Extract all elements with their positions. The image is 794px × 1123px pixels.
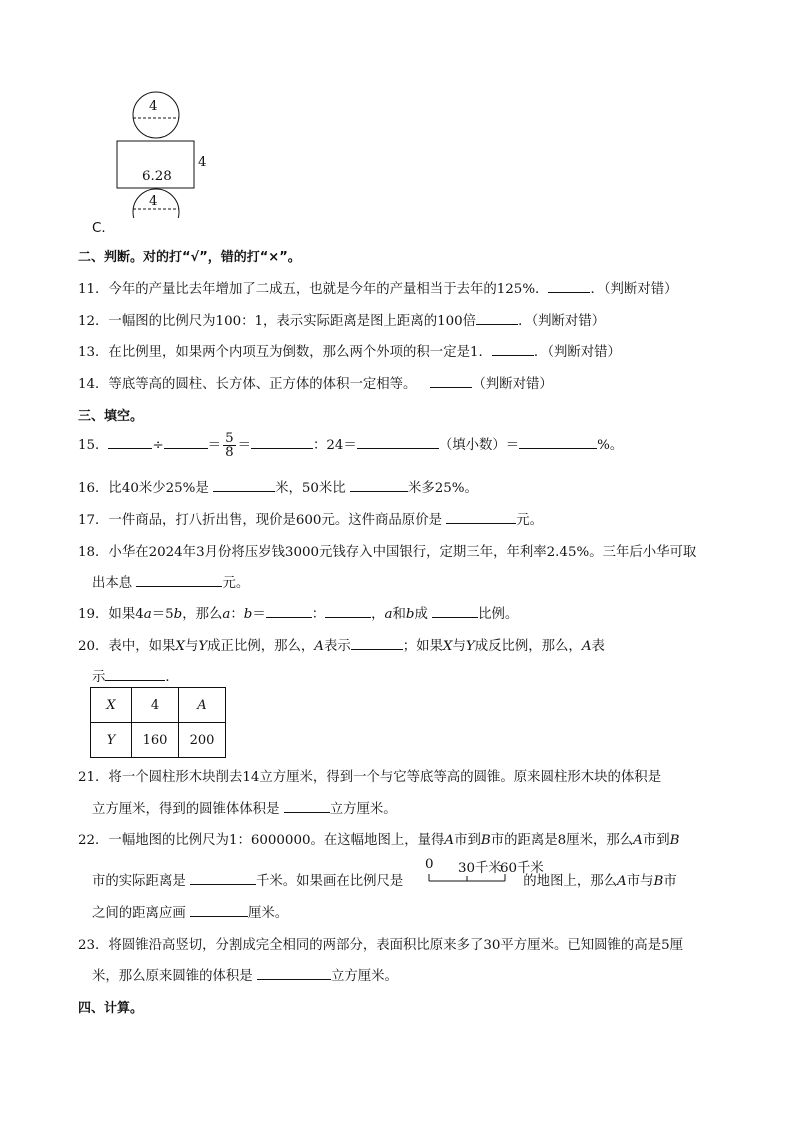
section-4-title: 四、计算。 bbox=[78, 1001, 144, 1016]
answer-blank[interactable] bbox=[251, 436, 313, 449]
rect-side-label: 4 bbox=[198, 155, 207, 170]
question-18: 18．小华在2024年3月份将压岁钱3000元钱存入中国银行，定期三年，年利率2.45%。三年后小华可取 bbox=[78, 545, 697, 560]
answer-blank[interactable] bbox=[266, 605, 312, 618]
table-row bbox=[91, 688, 226, 723]
question-20-line-2: 示 ． bbox=[92, 670, 179, 685]
answer-blank[interactable] bbox=[350, 479, 408, 492]
table-cell: 4 bbox=[132, 688, 179, 723]
question-21: 21．将一个圆柱形木块削去14立方厘米，得到一个与它等底等高的圆锥。原来圆柱形木块的体积是 bbox=[78, 770, 662, 785]
answer-blank[interactable] bbox=[357, 436, 439, 449]
answer-blank[interactable] bbox=[190, 904, 248, 917]
question-21-line-2: 立方厘米，得到的圆锥体体积是 立方厘米。 bbox=[92, 802, 397, 817]
scale-label-60: 60千米 bbox=[500, 861, 544, 876]
answer-blank[interactable] bbox=[430, 375, 472, 388]
question-19: 19．如果4a＝5b，那么a：b＝ ： ，a和b成 比例。 bbox=[78, 607, 519, 622]
answer-blank[interactable] bbox=[284, 800, 330, 813]
rect-bottom-label: 6.28 bbox=[142, 169, 172, 184]
question-17: 17．一件商品，打八折出售，现价是600元。这件商品原价是 元。 bbox=[78, 513, 544, 528]
cylinder-net-figure bbox=[110, 88, 220, 218]
option-c-label: C. bbox=[92, 221, 106, 236]
answer-blank[interactable] bbox=[325, 605, 371, 618]
section-3-title: 三、填空。 bbox=[78, 409, 144, 424]
table-cell: X bbox=[91, 688, 132, 723]
answer-blank[interactable] bbox=[519, 436, 597, 449]
bottom-circle-label: 4 bbox=[149, 194, 158, 209]
question-11: 11．今年的产量比去年增加了二成五，也就是今年的产量相当于去年的125%． ．（判断对错） bbox=[78, 282, 678, 297]
answer-blank[interactable] bbox=[164, 436, 208, 449]
table-row bbox=[91, 723, 226, 758]
answer-blank[interactable] bbox=[432, 605, 478, 618]
fraction: $\frac{5}{8}$ bbox=[225, 431, 234, 460]
answer-blank[interactable] bbox=[446, 511, 516, 524]
question-23: 23．将圆锥沿高竖切，分割成完全相同的两部分，表面积比原来多了30平方厘米。已知圆锥的高是5厘 bbox=[78, 938, 684, 953]
question-15: 15． ÷ ＝ $\frac{5}{8}$ ＝ ：24＝ （填小数）＝ %。 bbox=[78, 431, 624, 460]
top-circle-label: 4 bbox=[149, 99, 158, 114]
question-13: 13．在比例里，如果两个内项互为倒数，那么两个外项的积一定是1． ．（判断对错） bbox=[78, 345, 621, 360]
answer-blank[interactable] bbox=[351, 637, 403, 650]
answer-blank[interactable] bbox=[136, 574, 222, 587]
answer-blank[interactable] bbox=[476, 312, 518, 325]
question-12: 12．一幅图的比例尺为100：1，表示实际距离是图上距离的100倍 ．（判断对错） bbox=[78, 314, 606, 329]
answer-blank[interactable] bbox=[213, 479, 275, 492]
question-16: 16．比40米少25%是 米，50米比 米多25%。 bbox=[78, 481, 478, 496]
table-cell: 200 bbox=[179, 723, 226, 758]
table-cell: A bbox=[179, 688, 226, 723]
answer-blank[interactable] bbox=[108, 436, 152, 449]
question-18-line-2: 出本息 元。 bbox=[92, 576, 250, 591]
question-14: 14．等底等高的圆柱、长方体、正方体的体积一定相等。 （判断对错） bbox=[78, 377, 553, 392]
question-22: 22．一幅地图的比例尺为1：6000000。在这幅地图上，量得A市到B市的距离是8厘米，那么A市到B bbox=[78, 833, 680, 848]
question-23-line-2: 米，那么原来圆锥的体积是 立方厘米。 bbox=[92, 969, 398, 984]
answer-blank[interactable] bbox=[492, 343, 534, 356]
question-20: 20．表中，如果X与Y成正比例，那么，A表示 ；如果X与Y成反比例，那么，A表 bbox=[78, 639, 605, 654]
answer-blank[interactable] bbox=[257, 967, 331, 980]
question-22-line-3: 之间的距离应画 厘米。 bbox=[92, 906, 289, 921]
table-cell: 160 bbox=[132, 723, 179, 758]
answer-blank[interactable] bbox=[105, 668, 165, 681]
question-22-line-2: 市的实际距离是 千米。如果画在比例尺是 的地图上，那么A市与B市 bbox=[92, 874, 677, 889]
answer-blank[interactable] bbox=[548, 280, 590, 293]
answer-blank[interactable] bbox=[190, 872, 256, 885]
section-2-title: 二、判断。对的打“√”，错的打“×”。 bbox=[78, 250, 301, 265]
xy-table bbox=[90, 687, 226, 758]
table-cell: Y bbox=[91, 723, 132, 758]
scale-bar bbox=[428, 872, 508, 884]
scale-label-0: 0 bbox=[425, 857, 434, 872]
scale-label-30: 30千米 bbox=[458, 861, 502, 876]
